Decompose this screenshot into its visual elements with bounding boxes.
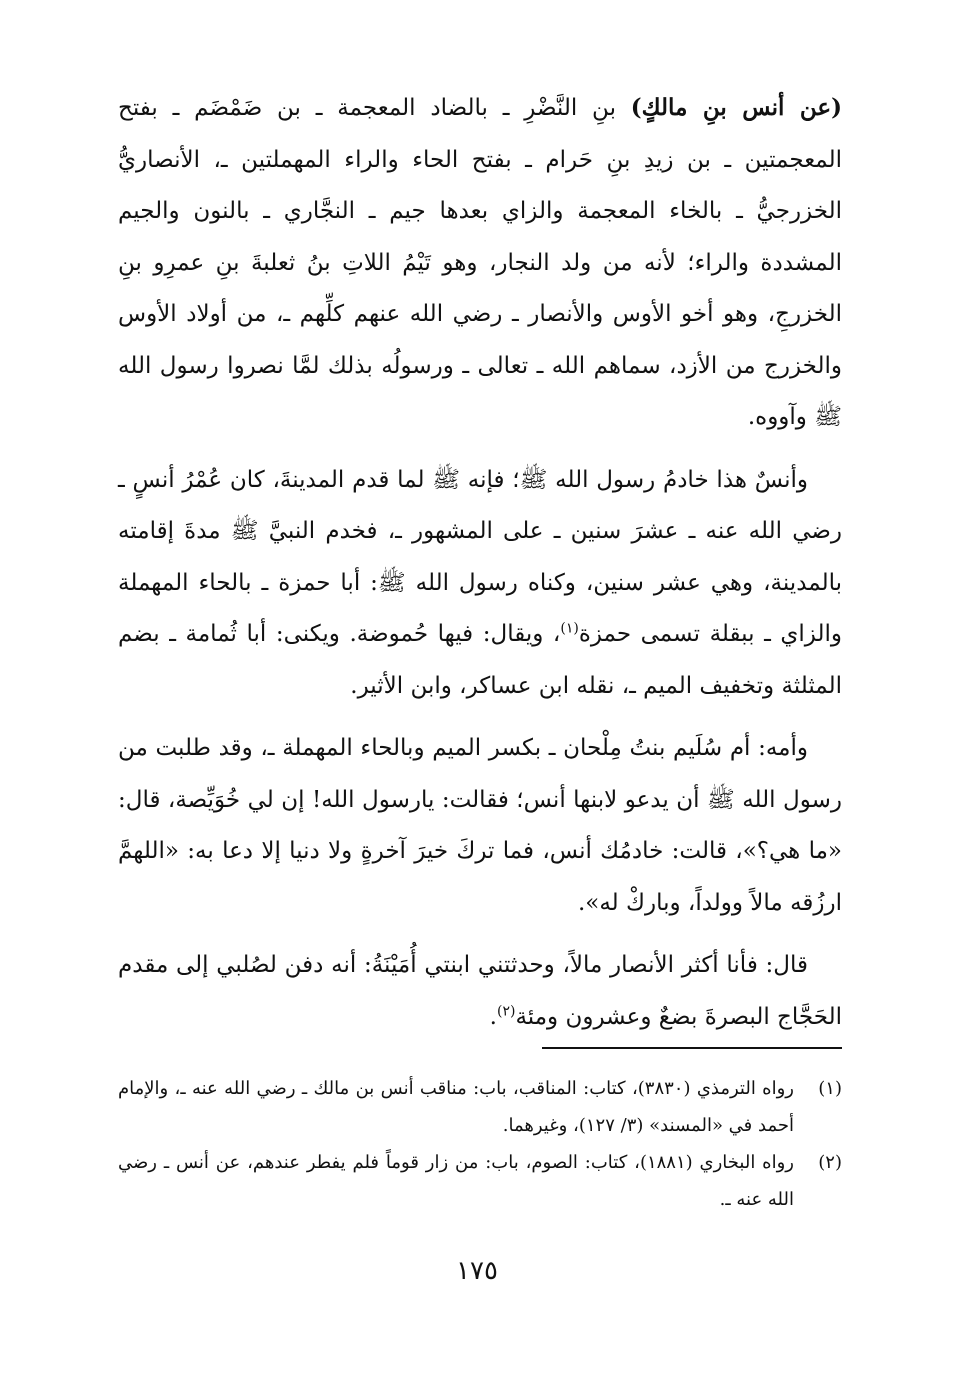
footnote-number: (١) xyxy=(818,1078,842,1099)
paragraph-text: وأنسٌ هذا خادمُ رسول الله ﷺ؛ فإنه ﷺ لما قدم المدينةَ، كان عُمْرُ أنسٍ ـ رضي الله عنه ـ عشرَ سنين ـ على المشهور ـ، فخدم النبيَّ ﷺ مدةَ إقامته بالمدينة، وهي عشر سنين، وكناه رسول الله ﷺ: أبا حمزة ـ بالحاء المهملة والزاي ـ ببقلة تسمى حمزة xyxy=(118,466,842,647)
paragraph-anas-wealth xyxy=(118,940,842,1043)
footnote-separator xyxy=(542,1047,842,1049)
footnote-1 xyxy=(118,1070,842,1144)
page-number: ١٧٥ xyxy=(456,1256,498,1286)
footnote-2 xyxy=(118,1144,842,1218)
paragraph-anas-lineage xyxy=(118,82,842,444)
footnotes xyxy=(118,1070,842,1218)
paragraph-text-continued: . xyxy=(489,1003,497,1030)
paragraph-anas-mother xyxy=(118,723,842,929)
paragraph-lead: (عن أنس بنِ مالكٍ) xyxy=(630,94,843,121)
footnote-ref-2[interactable]: (٢) xyxy=(496,1002,516,1019)
main-text xyxy=(118,82,842,1043)
footnote-text: رواه الترمذي (٣٨٣٠)، كتاب: المناقب، باب: مناقب أنس بن مالك ـ رضي الله عنه ـ، والإمام أحمد في «المسند» (٣/ ١٢٧)، وغيرهما. xyxy=(118,1078,794,1136)
paragraph-anas-service xyxy=(118,455,842,713)
paragraph-text-continued: ، ويقال: فيها حُموضة. ويكنى: أبا ثُمامة ـ بضم المثلثة وتخفيف الميم ـ، نقله ابن عساكر، وابن الأثير. xyxy=(118,621,842,699)
paragraph-text: قال: فأنا أكثر الأنصار مالاً، وحدثتني ابنتي أُمَيْنَةُ: أنه دفن لصُلبي إلى مقدم الحَجَّاج البصرةَ بضعٌ وعشرون ومئة xyxy=(118,952,842,1030)
footnote-ref-1[interactable]: (١) xyxy=(560,620,579,637)
footnote-number: (٢) xyxy=(818,1152,842,1173)
paragraph-text: وأمه: أم سُلَيم بنتُ مِلْحان ـ بكسر الميم وبالحاء المهملة ـ، وقد طلبت من رسول الله ﷺ أن يدعو لابنها أنس؛ فقالت: يارسول الله! إن لي خُوَيِّصة، قال: «ما هي؟»، قالت: خادمُك أنس، فما تركَ خيرَ آخرةٍ ولا دنيا إلا دعا به: «اللهمَّ ارزُقه مالاً وولداً، وباركْ له». xyxy=(118,735,842,916)
paragraph-text: بنِ النَّضْرِ ـ بالضاد المعجمة ـ بن ضَمْضَم ـ بفتح المعجمتين ـ بن زيدِ بنِ حَرام ـ بفتح الحاء والراء المهملتين ـ، الأنصاريُّ الخزرجيُّ ـ بالخاء المعجمة والزاي بعدها جيم ـ النجَّاري ـ بالنون والجيم المشددة والراء؛ لأنه من ولد النجار، وهو تَيْمُ اللاتِ بنُ ثعلبةَ بنِ عمرِو بنِ الخزرجِ، وهو أخو الأوس والأنصار ـ رضي الله عنهم كلِّهم ـ، من أولاد الأوس والخزرج من الأزد، سماهم الله ـ تعالى ـ ورسولُه بذلك لمَّا نصروا رسول الله ﷺ وآووه. xyxy=(118,95,842,430)
footnote-text: رواه البخاري (١٨٨١)، كتاب: الصوم، باب: من زار قوماً فلم يفطر عندهم، عن أنس ـ رضي الله عنه ـ. xyxy=(118,1152,794,1210)
